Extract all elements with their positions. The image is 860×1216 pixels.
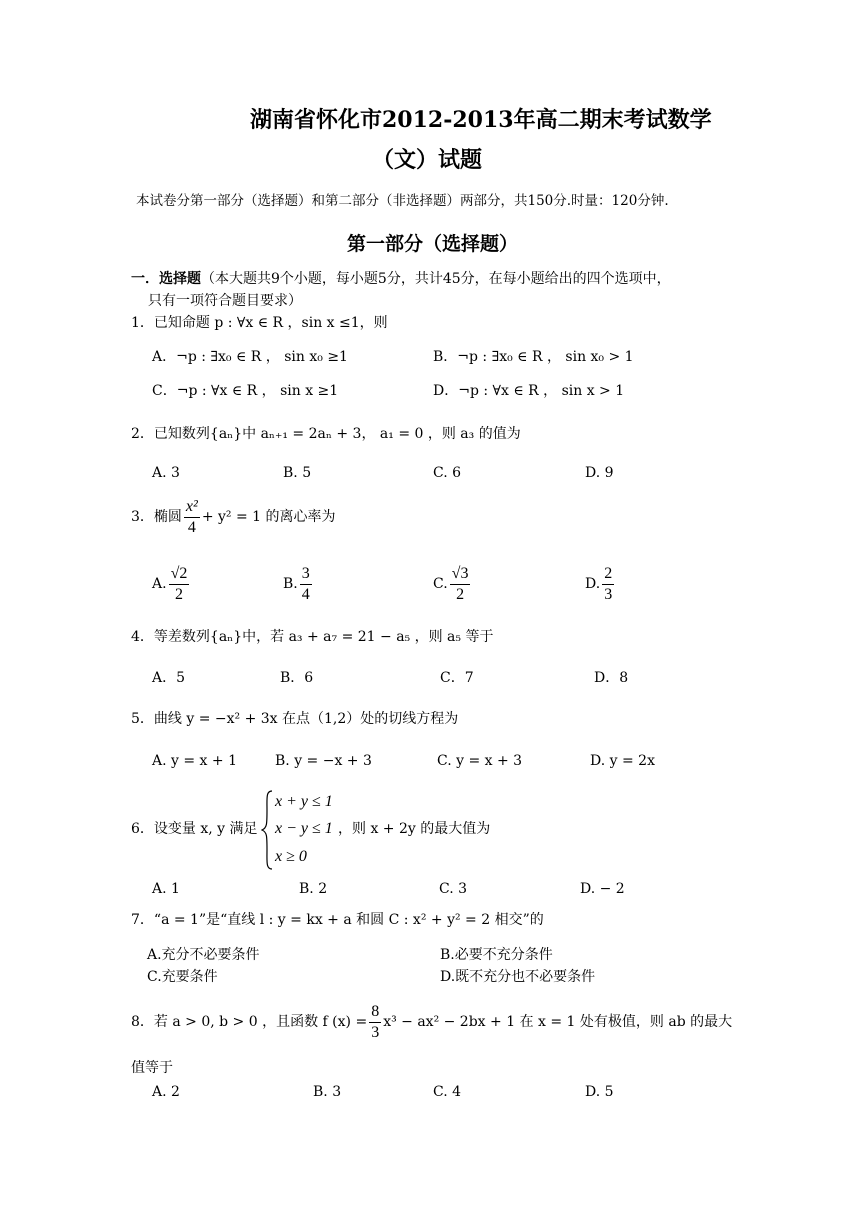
q3-option-c-label: C. (433, 576, 448, 592)
q1-stem: 1．已知命题 p : ∀x ∈ R ，sin x ≤1，则 (131, 315, 388, 331)
q3-option-a (152, 562, 191, 606)
q7-stem: 7．“a = 1”是“直线 l : y = kx + a 和圆 C : x² + y² = 2 相交”的 (131, 912, 544, 928)
q3-option-b-label: B. (283, 576, 298, 592)
q3-option-c-num: √3 (450, 564, 471, 585)
q3-stem-post: + y² = 1 的离心率为 (201, 509, 336, 525)
q6-condition-1: x + y ≤ 1 (275, 793, 333, 810)
q7-option-a: A.充分不必要条件 (147, 947, 260, 963)
q3-stem-frac-num: x² (184, 497, 200, 518)
q3-option-b (283, 562, 314, 606)
section-title: 第一部分（选择题） (347, 233, 519, 255)
q5-option-c: C. y = x + 3 (437, 753, 523, 769)
q2-option-a: A. 3 (152, 465, 180, 481)
q2-option-b: B. 5 (283, 465, 312, 481)
q3-stem (131, 496, 336, 538)
q5-stem: 5．曲线 y = −x² + 3x 在点（1,2）处的切线方程为 (131, 711, 459, 727)
q3-option-d-fraction (602, 564, 614, 605)
q3-option-b-fraction (300, 564, 312, 605)
q6-option-b: B. 2 (299, 881, 328, 897)
q4-option-c: C．7 (440, 670, 474, 686)
q3-option-b-num: 3 (300, 564, 312, 585)
exam-intro: 本试卷分第一部分（选择题）和第二部分（非选择题）两部分，共150分.时量：120分钟. (136, 193, 669, 209)
q8-frac-den: 3 (371, 1023, 380, 1041)
q8-stem-fraction (369, 1002, 381, 1043)
q6-system-brace (261, 790, 273, 870)
part1-heading-line (131, 270, 671, 288)
q8-stem-pre: 8．若 a > 0, b > 0 ，且函数 f (x) = (131, 1014, 368, 1030)
q8-stem (131, 1000, 732, 1044)
part1-desc1: （本大题共9个小题，每小题5分，共计45分，在每小题给出的四个选项中， (201, 271, 671, 287)
q8-option-c: C. 4 (433, 1084, 462, 1100)
q6-condition-2: x − y ≤ 1 (275, 820, 333, 837)
q4-option-a: A．5 (152, 670, 186, 686)
q5-option-b: B. y = −x + 3 (275, 753, 372, 769)
q8-frac-num: 8 (369, 1002, 381, 1023)
q3-stem-pre: 3．椭圆 (131, 509, 182, 525)
q3-stem-frac-den: 4 (187, 518, 196, 536)
q3-option-d-den: 3 (604, 585, 613, 603)
q3-option-b-den: 4 (301, 585, 310, 603)
q1-option-b: B．¬p : ∃x₀ ∈ R ， sin x₀ > 1 (433, 349, 634, 365)
q7-option-b: B.必要不充分条件 (440, 947, 553, 963)
part1-heading: 一．选择题 (131, 271, 201, 287)
q4-option-d: D．8 (594, 670, 629, 686)
q2-option-d: D. 9 (585, 465, 614, 481)
q5-option-d: D. y = 2x (590, 753, 655, 769)
q3-option-d-num: 2 (602, 564, 614, 585)
q6-stem-pre: 6．设变量 x, y 满足 (131, 821, 258, 837)
q6-condition-3: x ≥ 0 (275, 848, 307, 865)
exam-title-line1: 湖南省怀化市2012-2013年高二期末考试数学 (250, 107, 712, 133)
q8-option-b: B. 3 (313, 1084, 342, 1100)
q4-stem: 4．等差数列{aₙ}中，若 a₃ + a₇ = 21 − a₅ ，则 a₅ 等于 (131, 629, 494, 645)
q3-option-a-num: √2 (169, 564, 190, 585)
q2-option-c: C. 6 (433, 465, 462, 481)
exam-title-line2: （文）试题 (372, 147, 483, 173)
q5-option-a: A. y = x + 1 (152, 753, 237, 769)
q1-option-d: D．¬p : ∀x ∈ R ， sin x > 1 (433, 383, 625, 399)
q7-option-c: C.充要条件 (147, 969, 218, 985)
part1-desc2: 只有一项符合题目要求） (148, 293, 302, 309)
q4-option-b: B．6 (280, 670, 314, 686)
q3-option-c-den: 2 (456, 585, 465, 603)
q6-stem-post: ，则 x + 2y 的最大值为 (338, 821, 491, 837)
q8-stem-continued: 值等于 (131, 1060, 173, 1076)
q8-option-d: D. 5 (585, 1084, 614, 1100)
q3-stem-fraction (184, 497, 200, 538)
q6-option-c: C. 3 (439, 881, 468, 897)
q3-option-d-label: D. (585, 576, 601, 592)
q8-option-a: A. 2 (152, 1084, 180, 1100)
q6-option-d: D. − 2 (580, 881, 625, 897)
q8-stem-post: x³ − ax² − 2bx + 1 在 x = 1 处有极值，则 ab 的最大 (383, 1014, 733, 1030)
q6-option-a: A. 1 (152, 881, 180, 897)
q3-option-a-den: 2 (174, 585, 183, 603)
q7-option-d: D.既不充分也不必要条件 (440, 969, 596, 985)
q1-option-a: A．¬p : ∃x₀ ∈ R ， sin x₀ ≥1 (152, 349, 348, 365)
q3-option-a-fraction (169, 564, 190, 605)
q3-option-c (433, 562, 472, 606)
q2-stem: 2．已知数列{aₙ}中 aₙ₊₁ = 2aₙ + 3， a₁ = 0 ，则 a₃ 的值为 (131, 426, 521, 442)
q3-option-c-fraction (450, 564, 471, 605)
q1-option-c: C．¬p : ∀x ∈ R ， sin x ≥1 (152, 383, 339, 399)
q3-option-a-label: A. (152, 576, 167, 592)
q3-option-d (585, 562, 616, 606)
